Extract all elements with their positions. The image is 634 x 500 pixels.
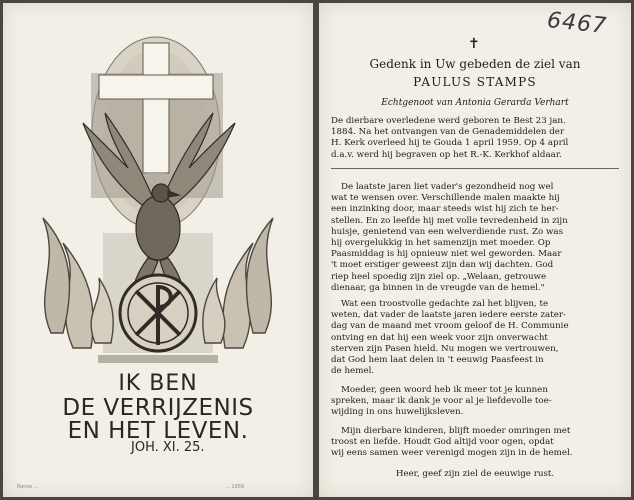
cross-icon: ✝ — [468, 36, 480, 52]
closing-prayer: Heer, geef zijn ziel de eeuwige rust. — [395, 469, 555, 479]
motto-line-1: IK BEN — [118, 371, 198, 396]
spouse-line: Echtgenoot van Antonia Gerarda Verhart — [381, 98, 569, 108]
deceased-name: PAULUS STAMPS — [413, 75, 537, 89]
motto-line-2: DE VERRIJZENIS — [62, 395, 254, 421]
chi-rho-wheel-icon — [120, 275, 196, 351]
motto-line-3: EN HET LEVEN. — [67, 418, 249, 444]
printer-imprint-right: ... 1959 — [225, 484, 245, 490]
memorial-card-picture-side — [3, 3, 313, 497]
biography-paragraph: De dierbare overledene werd geboren te Best 23 jan. 1884. Na het ontvangen van de Genademiddelen der H. Kerk overleed hij te Gouda 1 april 1959. Op 4 april d.a.v. werd hij begraven op het R.-K. Kerkhof aldaar. — [331, 116, 569, 160]
printer-imprint-left: Ronse ... — [17, 484, 39, 490]
prayer-heading: Gedenk in Uw gebeden de ziel van — [369, 57, 581, 71]
paragraph-to-children: Mijn dierbare kinderen, blijft moeder omringen met troost en liefde. Houdt God altijd voor ogen, opdat wij eens samen weer verenigd mogen zijn in de hemel. — [331, 426, 573, 459]
memorial-card-text-side — [319, 3, 631, 497]
paragraph-consolation: Wat een troostvolle gedachte zal het blijven, te weten, dat vader de laatste jaren iedere eerste zater- dag van de maand met vroom geloof de H. Communie ontving en dat hij een week voor zijn onverwacht sterven zijn Pasen hield. Nu mogen we vertrouwen, dat God hem laat delen in 't eeuwig Paasfeest in de hemel. — [331, 299, 569, 377]
paragraph-last-years: De laatste jaren liet vader's gezondheid nog wel wat te wensen over. Verschillende malen maakte hij een inzinking door, maar steeds wist hij zich te her- stellen. En zo leefde hij met volle tevredenheid in zijn huisje, genietend van een welverdiende rust. Zo was hij overgelukkig in het samenzijn met moeder. Op Paasmiddag is hij opnieuw niet wel geworden. Maar 't moet erstiger geweest zijn dan wij dachten. God riep heel spoedig zijn ziel op. „Welaan, getrouwe dienaar, ga binnen in de vreugde van de hemel." — [331, 182, 568, 293]
divider-line — [331, 168, 619, 169]
handwritten-archive-number: 6467 — [545, 7, 609, 40]
bible-verse-reference: JOH. XI. 25. — [131, 440, 205, 455]
paragraph-to-wife: Moeder, geen woord heb ik meer tot je kunnen spreken, maar ik dank je voor al je liefdevolle toe- wijding in ons huwelijksleven. — [331, 385, 552, 418]
